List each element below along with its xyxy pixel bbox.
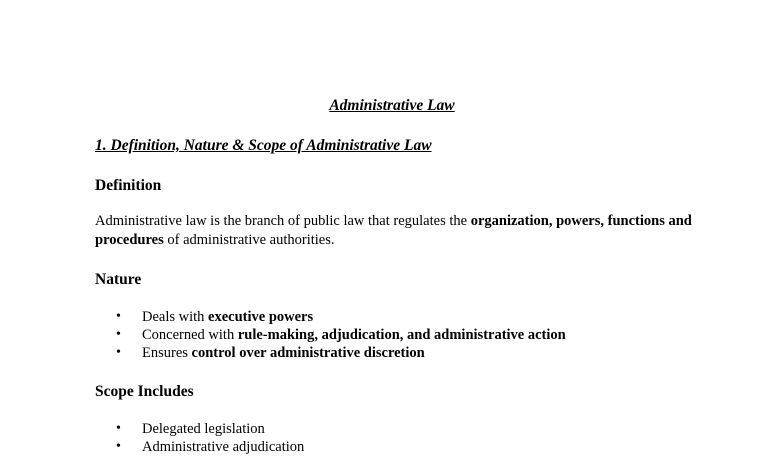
bullet-icon: • [116, 439, 121, 454]
definition-paragraph [95, 212, 695, 250]
nature-heading: Nature [95, 271, 142, 288]
scope-heading: Scope Includes [95, 383, 194, 400]
definition-text-part1: Administrative law is the branch of public law that regulates the [95, 213, 471, 229]
list-item [95, 344, 566, 362]
list-item [95, 438, 304, 456]
list-item [95, 326, 566, 344]
definition-text-part2: of administrative authorities. [163, 232, 335, 248]
list-item-text: Administrative adjudication [142, 439, 305, 455]
list-item-bold-text: control over administrative discretion [191, 345, 425, 361]
list-item-text: Concerned with [142, 327, 238, 343]
definition-text-bold: organization, powers, functions and procedures [95, 213, 692, 248]
list-item [95, 420, 304, 438]
list-item-text: Deals with [142, 309, 209, 325]
bullet-icon: • [116, 327, 121, 342]
nature-list [95, 308, 566, 362]
bullet-icon: • [116, 421, 121, 436]
bullet-icon: • [116, 345, 121, 360]
document-title: Administrative Law [329, 97, 455, 114]
list-item-bold-text: rule-making, adjudication, and administrative action [237, 327, 566, 343]
list-item-text: Ensures [142, 345, 192, 361]
list-item [95, 308, 566, 326]
scope-list [95, 420, 304, 456]
definition-heading: Definition [95, 177, 162, 194]
list-item-text: Delegated legislation [142, 421, 265, 437]
list-item-bold-text: executive powers [208, 309, 314, 325]
bullet-icon: • [116, 309, 121, 324]
section-heading: 1. Definition, Nature & Scope of Administrative Law [95, 137, 432, 154]
